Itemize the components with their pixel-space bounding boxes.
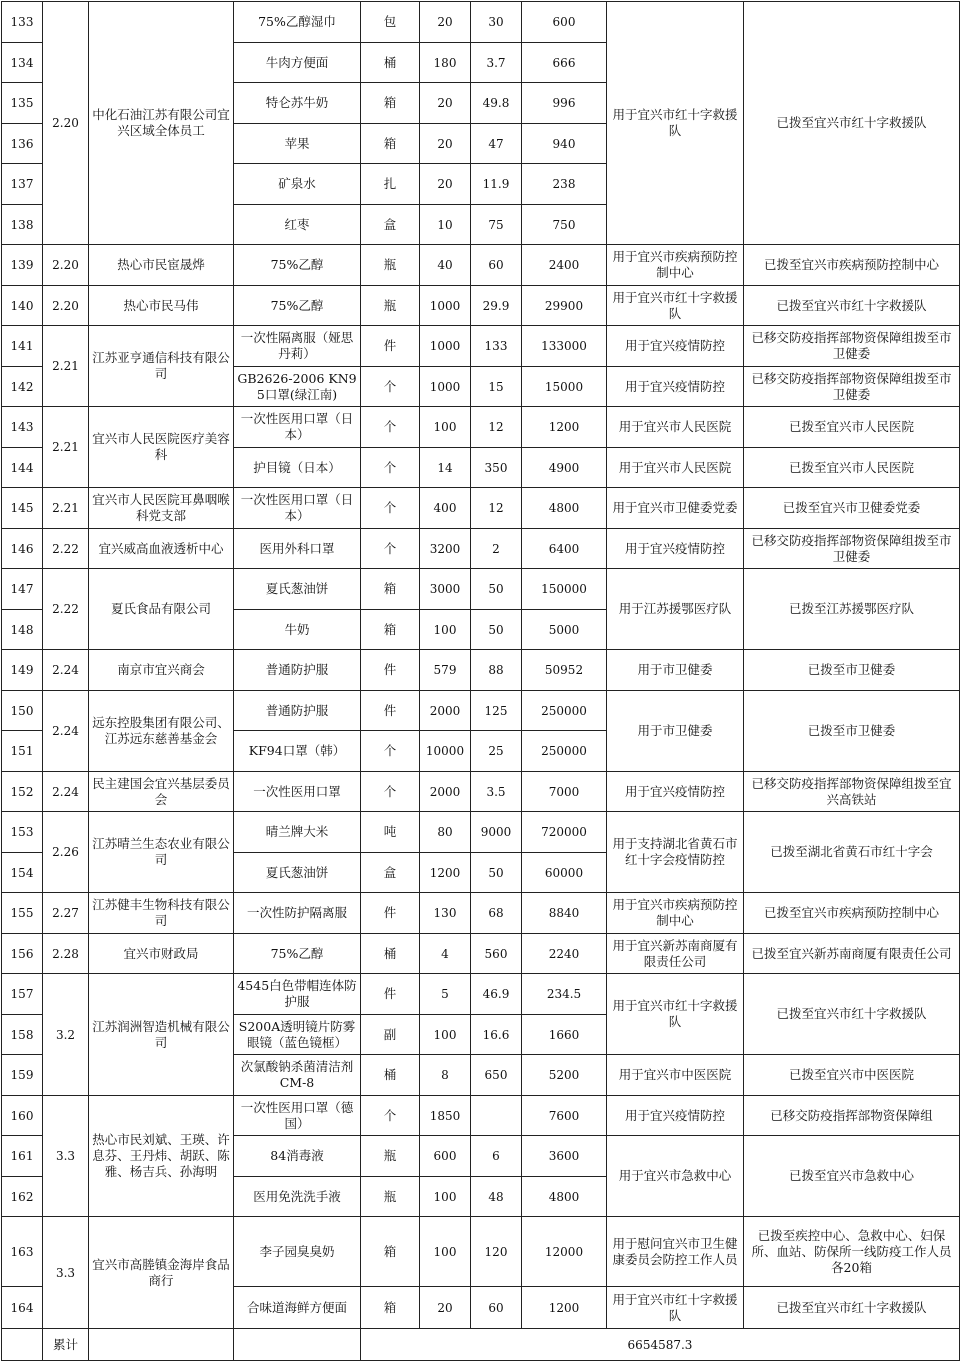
unit-price: 49.8 bbox=[471, 83, 522, 124]
quantity: 130 bbox=[420, 893, 471, 934]
total-label: 累计 bbox=[43, 1329, 89, 1361]
item-name: 普通防护服 bbox=[234, 650, 361, 691]
unit: 箱 bbox=[361, 1287, 420, 1329]
unit: 个 bbox=[361, 529, 420, 569]
item-name: S200A透明镜片防雾眼镜（蓝色镜框） bbox=[234, 1015, 361, 1055]
intended-use: 用于宜兴市急救中心 bbox=[607, 1136, 744, 1217]
unit-price: 60 bbox=[471, 1287, 522, 1329]
unit-price: 88 bbox=[471, 650, 522, 691]
intended-use: 用于支持湖北省黄石市红十字会疫情防控 bbox=[607, 812, 744, 893]
unit-price: 6 bbox=[471, 1136, 522, 1177]
total-empty-cell bbox=[2, 1329, 43, 1361]
amount: 1660 bbox=[522, 1015, 607, 1055]
unit-price: 75 bbox=[471, 205, 522, 245]
allocation-status: 已拨至宜兴市红十字救援队 bbox=[744, 1287, 960, 1329]
unit: 个 bbox=[361, 448, 420, 488]
donor: 热心市民宦晟烨 bbox=[89, 245, 234, 286]
row-number: 142 bbox=[2, 367, 43, 407]
row-number: 134 bbox=[2, 43, 43, 83]
intended-use: 用于宜兴市红十字救援队 bbox=[607, 2, 744, 245]
donation-date: 3.2 bbox=[43, 974, 89, 1096]
donor: 江苏亚亨通信科技有限公司 bbox=[89, 326, 234, 407]
row-number: 139 bbox=[2, 245, 43, 286]
item-name: 矿泉水 bbox=[234, 164, 361, 205]
unit-price: 50 bbox=[471, 610, 522, 650]
item-name: 红枣 bbox=[234, 205, 361, 245]
row-number: 148 bbox=[2, 610, 43, 650]
unit-price: 15 bbox=[471, 367, 522, 407]
donor: 江苏晴兰生态农业有限公司 bbox=[89, 812, 234, 893]
row-number: 136 bbox=[2, 124, 43, 164]
donor: 宜兴威高血液透析中心 bbox=[89, 529, 234, 569]
allocation-status: 已移交防疫指挥部物资保障组 bbox=[744, 1096, 960, 1136]
row-number: 156 bbox=[2, 934, 43, 974]
quantity: 20 bbox=[420, 1287, 471, 1329]
intended-use: 用于市卫健委 bbox=[607, 691, 744, 772]
donation-date: 2.20 bbox=[43, 286, 89, 326]
item-name: 一次性防护隔离服 bbox=[234, 893, 361, 934]
unit-price: 650 bbox=[471, 1055, 522, 1096]
unit: 个 bbox=[361, 407, 420, 448]
donation-date: 2.24 bbox=[43, 650, 89, 691]
quantity: 2000 bbox=[420, 691, 471, 731]
allocation-status: 已拨至湖北省黄石市红十字会 bbox=[744, 812, 960, 893]
row-number: 162 bbox=[2, 1177, 43, 1217]
donation-date: 2.24 bbox=[43, 772, 89, 812]
amount: 50952 bbox=[522, 650, 607, 691]
quantity: 1000 bbox=[420, 367, 471, 407]
amount: 3600 bbox=[522, 1136, 607, 1177]
unit-price: 50 bbox=[471, 853, 522, 893]
donor: 中化石油江苏有限公司宜兴区域全体员工 bbox=[89, 2, 234, 245]
intended-use: 用于宜兴市中医医院 bbox=[607, 1055, 744, 1096]
unit: 桶 bbox=[361, 43, 420, 83]
unit-price: 29.9 bbox=[471, 286, 522, 326]
intended-use: 用于宜兴疫情防控 bbox=[607, 529, 744, 569]
table-row bbox=[2, 529, 960, 569]
unit: 件 bbox=[361, 650, 420, 691]
quantity: 579 bbox=[420, 650, 471, 691]
table-row bbox=[2, 2, 960, 43]
donor: 宜兴市财政局 bbox=[89, 934, 234, 974]
row-number: 155 bbox=[2, 893, 43, 934]
item-name: 次氯酸钠杀菌清洁剂CM-8 bbox=[234, 1055, 361, 1096]
quantity: 8 bbox=[420, 1055, 471, 1096]
unit-price: 25 bbox=[471, 731, 522, 772]
unit: 盒 bbox=[361, 205, 420, 245]
unit: 包 bbox=[361, 2, 420, 43]
quantity: 100 bbox=[420, 1015, 471, 1055]
donor: 热心市民刘斌、王瑛、许息芬、王丹炜、胡跃、陈雅、杨吉兵、孙海明 bbox=[89, 1096, 234, 1217]
donor: 远东控股集团有限公司、江苏远东慈善基金会 bbox=[89, 691, 234, 772]
unit: 件 bbox=[361, 326, 420, 367]
donation-date: 2.26 bbox=[43, 812, 89, 893]
donation-date: 2.20 bbox=[43, 245, 89, 286]
quantity: 10000 bbox=[420, 731, 471, 772]
unit: 桶 bbox=[361, 1055, 420, 1096]
unit: 箱 bbox=[361, 83, 420, 124]
unit-price: 47 bbox=[471, 124, 522, 164]
item-name: GB2626-2006 KN95口罩(绿江南) bbox=[234, 367, 361, 407]
allocation-status: 已移交防疫指挥部物资保障组拨至市卫健委 bbox=[744, 529, 960, 569]
amount: 1200 bbox=[522, 1287, 607, 1329]
donor: 江苏健丰生物科技有限公司 bbox=[89, 893, 234, 934]
unit: 瓶 bbox=[361, 1136, 420, 1177]
unit: 吨 bbox=[361, 812, 420, 853]
amount: 5200 bbox=[522, 1055, 607, 1096]
allocation-status: 已拨至宜兴市红十字救援队 bbox=[744, 974, 960, 1055]
unit: 个 bbox=[361, 731, 420, 772]
quantity: 20 bbox=[420, 2, 471, 43]
allocation-status: 已移交防疫指挥部物资保障组拨至市卫健委 bbox=[744, 326, 960, 367]
donor: 宜兴市高塍镇金海岸食品商行 bbox=[89, 1217, 234, 1329]
item-name: 夏氏葱油饼 bbox=[234, 569, 361, 610]
quantity: 20 bbox=[420, 124, 471, 164]
item-name: 75%乙醇 bbox=[234, 934, 361, 974]
intended-use: 用于宜兴疫情防控 bbox=[607, 1096, 744, 1136]
unit-price: 3.5 bbox=[471, 772, 522, 812]
quantity: 1200 bbox=[420, 853, 471, 893]
unit: 扎 bbox=[361, 164, 420, 205]
intended-use: 用于宜兴疫情防控 bbox=[607, 326, 744, 367]
quantity: 600 bbox=[420, 1136, 471, 1177]
unit: 箱 bbox=[361, 569, 420, 610]
item-name: 75%乙醇 bbox=[234, 286, 361, 326]
donation-date: 3.3 bbox=[43, 1217, 89, 1329]
donor: 热心市民马伟 bbox=[89, 286, 234, 326]
item-name: 75%乙醇湿巾 bbox=[234, 2, 361, 43]
item-name: 75%乙醇 bbox=[234, 245, 361, 286]
donation-date: 2.24 bbox=[43, 691, 89, 772]
allocation-status: 已移交防疫指挥部物资保障组拨至市卫健委 bbox=[744, 367, 960, 407]
intended-use: 用于宜兴市人民医院 bbox=[607, 448, 744, 488]
quantity: 100 bbox=[420, 407, 471, 448]
row-number: 146 bbox=[2, 529, 43, 569]
unit-price: 12 bbox=[471, 488, 522, 529]
table-row bbox=[2, 286, 960, 326]
unit-price: 68 bbox=[471, 893, 522, 934]
intended-use: 用于宜兴新苏南商厦有限责任公司 bbox=[607, 934, 744, 974]
quantity: 80 bbox=[420, 812, 471, 853]
donation-date: 2.22 bbox=[43, 569, 89, 650]
row-number: 144 bbox=[2, 448, 43, 488]
unit: 瓶 bbox=[361, 245, 420, 286]
quantity: 1000 bbox=[420, 286, 471, 326]
donor: 南京市宜兴商会 bbox=[89, 650, 234, 691]
table-row bbox=[2, 488, 960, 529]
intended-use: 用于宜兴市疾病预防控制中心 bbox=[607, 893, 744, 934]
row-number: 157 bbox=[2, 974, 43, 1015]
allocation-status: 已拨至宜兴新苏南商厦有限责任公司 bbox=[744, 934, 960, 974]
quantity: 20 bbox=[420, 83, 471, 124]
item-name: 医用免洗洗手液 bbox=[234, 1177, 361, 1217]
amount: 250000 bbox=[522, 731, 607, 772]
quantity: 20 bbox=[420, 164, 471, 205]
unit: 箱 bbox=[361, 610, 420, 650]
amount: 8840 bbox=[522, 893, 607, 934]
amount: 12000 bbox=[522, 1217, 607, 1287]
quantity: 2000 bbox=[420, 772, 471, 812]
amount: 133000 bbox=[522, 326, 607, 367]
allocation-status: 已拨至疾控中心、急救中心、妇保所、血站、防保所一线防疫工作人员各20箱 bbox=[744, 1217, 960, 1287]
item-name: 4545白色带帽连体防护服 bbox=[234, 974, 361, 1015]
row-number: 147 bbox=[2, 569, 43, 610]
row-number: 164 bbox=[2, 1287, 43, 1329]
table-row bbox=[2, 1217, 960, 1287]
donation-date: 2.22 bbox=[43, 529, 89, 569]
quantity: 1850 bbox=[420, 1096, 471, 1136]
quantity: 10 bbox=[420, 205, 471, 245]
amount: 15000 bbox=[522, 367, 607, 407]
amount: 940 bbox=[522, 124, 607, 164]
donation-table bbox=[1, 1, 960, 1361]
amount: 720000 bbox=[522, 812, 607, 853]
table-row bbox=[2, 812, 960, 853]
row-number: 158 bbox=[2, 1015, 43, 1055]
table-row bbox=[2, 934, 960, 974]
amount: 234.5 bbox=[522, 974, 607, 1015]
row-number: 161 bbox=[2, 1136, 43, 1177]
item-name: 苹果 bbox=[234, 124, 361, 164]
donation-date: 2.21 bbox=[43, 488, 89, 529]
item-name: 一次性医用口罩（日本） bbox=[234, 407, 361, 448]
total-row bbox=[2, 1329, 960, 1361]
amount: 150000 bbox=[522, 569, 607, 610]
table-row bbox=[2, 974, 960, 1015]
unit: 箱 bbox=[361, 124, 420, 164]
amount: 750 bbox=[522, 205, 607, 245]
amount: 4800 bbox=[522, 488, 607, 529]
quantity: 3000 bbox=[420, 569, 471, 610]
unit-price: 50 bbox=[471, 569, 522, 610]
item-name: 牛奶 bbox=[234, 610, 361, 650]
unit-price: 48 bbox=[471, 1177, 522, 1217]
item-name: 一次性医用口罩 bbox=[234, 772, 361, 812]
donation-date: 2.20 bbox=[43, 2, 89, 245]
quantity: 100 bbox=[420, 1177, 471, 1217]
intended-use: 用于宜兴疫情防控 bbox=[607, 367, 744, 407]
quantity: 400 bbox=[420, 488, 471, 529]
row-number: 140 bbox=[2, 286, 43, 326]
allocation-status: 已拨至宜兴市人民医院 bbox=[744, 448, 960, 488]
item-name: 合味道海鲜方便面 bbox=[234, 1287, 361, 1329]
unit-price: 133 bbox=[471, 326, 522, 367]
table-row bbox=[2, 245, 960, 286]
unit: 件 bbox=[361, 893, 420, 934]
item-name: 一次性隔离服（娅思丹莉） bbox=[234, 326, 361, 367]
quantity: 1000 bbox=[420, 326, 471, 367]
allocation-status: 已拨至宜兴市急救中心 bbox=[744, 1136, 960, 1217]
row-number: 138 bbox=[2, 205, 43, 245]
intended-use: 用于市卫健委 bbox=[607, 650, 744, 691]
allocation-status: 已拨至宜兴市红十字救援队 bbox=[744, 2, 960, 245]
item-name: 夏氏葱油饼 bbox=[234, 853, 361, 893]
row-number: 137 bbox=[2, 164, 43, 205]
item-name: 医用外科口罩 bbox=[234, 529, 361, 569]
unit: 件 bbox=[361, 974, 420, 1015]
unit-price bbox=[471, 1096, 522, 1136]
row-number: 133 bbox=[2, 2, 43, 43]
total-empty-cell bbox=[89, 1329, 234, 1361]
unit-price: 46.9 bbox=[471, 974, 522, 1015]
table-row bbox=[2, 650, 960, 691]
item-name: 一次性医用口罩（德国） bbox=[234, 1096, 361, 1136]
unit-price: 125 bbox=[471, 691, 522, 731]
unit-price: 350 bbox=[471, 448, 522, 488]
allocation-status: 已拨至宜兴市卫健委党委 bbox=[744, 488, 960, 529]
table-row bbox=[2, 407, 960, 448]
amount: 29900 bbox=[522, 286, 607, 326]
intended-use: 用于宜兴市红十字救援队 bbox=[607, 974, 744, 1055]
unit: 个 bbox=[361, 1096, 420, 1136]
quantity: 14 bbox=[420, 448, 471, 488]
unit-price: 16.6 bbox=[471, 1015, 522, 1055]
amount: 250000 bbox=[522, 691, 607, 731]
row-number: 159 bbox=[2, 1055, 43, 1096]
item-name: 一次性医用口罩（日本） bbox=[234, 488, 361, 529]
item-name: 护目镜（日本） bbox=[234, 448, 361, 488]
row-number: 149 bbox=[2, 650, 43, 691]
amount: 7600 bbox=[522, 1096, 607, 1136]
amount: 2240 bbox=[522, 934, 607, 974]
donor: 民主建国会宜兴基层委员会 bbox=[89, 772, 234, 812]
quantity: 40 bbox=[420, 245, 471, 286]
amount: 666 bbox=[522, 43, 607, 83]
row-number: 145 bbox=[2, 488, 43, 529]
unit-price: 11.9 bbox=[471, 164, 522, 205]
allocation-status: 已拨至宜兴市红十字救援队 bbox=[744, 286, 960, 326]
intended-use: 用于宜兴市疾病预防控制中心 bbox=[607, 245, 744, 286]
allocation-status: 已拨至宜兴市人民医院 bbox=[744, 407, 960, 448]
unit: 瓶 bbox=[361, 1177, 420, 1217]
donor: 江苏润洲智造机械有限公司 bbox=[89, 974, 234, 1096]
unit: 桶 bbox=[361, 934, 420, 974]
allocation-status: 已拨至宜兴市疾病预防控制中心 bbox=[744, 245, 960, 286]
donation-date: 3.3 bbox=[43, 1096, 89, 1217]
item-name: 普通防护服 bbox=[234, 691, 361, 731]
unit-price: 560 bbox=[471, 934, 522, 974]
row-number: 154 bbox=[2, 853, 43, 893]
row-number: 141 bbox=[2, 326, 43, 367]
intended-use: 用于宜兴疫情防控 bbox=[607, 772, 744, 812]
item-name: 晴兰牌大米 bbox=[234, 812, 361, 853]
amount: 4800 bbox=[522, 1177, 607, 1217]
table-row bbox=[2, 1096, 960, 1136]
row-number: 151 bbox=[2, 731, 43, 772]
unit-price: 12 bbox=[471, 407, 522, 448]
row-number: 135 bbox=[2, 83, 43, 124]
row-number: 152 bbox=[2, 772, 43, 812]
total-empty-cell bbox=[234, 1329, 361, 1361]
intended-use: 用于宜兴市卫健委党委 bbox=[607, 488, 744, 529]
quantity: 100 bbox=[420, 1217, 471, 1287]
table-row bbox=[2, 569, 960, 610]
donation-date: 2.27 bbox=[43, 893, 89, 934]
row-number: 143 bbox=[2, 407, 43, 448]
item-name: 李子园臭臭奶 bbox=[234, 1217, 361, 1287]
unit: 箱 bbox=[361, 1217, 420, 1287]
total-value: 6654587.3 bbox=[361, 1329, 960, 1361]
quantity: 5 bbox=[420, 974, 471, 1015]
amount: 60000 bbox=[522, 853, 607, 893]
donor: 宜兴市人民医院医疗美容科 bbox=[89, 407, 234, 488]
amount: 2400 bbox=[522, 245, 607, 286]
donor: 夏氏食品有限公司 bbox=[89, 569, 234, 650]
amount: 7000 bbox=[522, 772, 607, 812]
row-number: 150 bbox=[2, 691, 43, 731]
table-row bbox=[2, 326, 960, 367]
row-number: 153 bbox=[2, 812, 43, 853]
amount: 238 bbox=[522, 164, 607, 205]
donation-date: 2.21 bbox=[43, 407, 89, 488]
quantity: 3200 bbox=[420, 529, 471, 569]
unit: 副 bbox=[361, 1015, 420, 1055]
quantity: 180 bbox=[420, 43, 471, 83]
unit-price: 30 bbox=[471, 2, 522, 43]
amount: 1200 bbox=[522, 407, 607, 448]
table-row bbox=[2, 691, 960, 731]
amount: 996 bbox=[522, 83, 607, 124]
unit: 个 bbox=[361, 367, 420, 407]
unit: 瓶 bbox=[361, 286, 420, 326]
quantity: 4 bbox=[420, 934, 471, 974]
allocation-status: 已拨至宜兴市中医医院 bbox=[744, 1055, 960, 1096]
amount: 4900 bbox=[522, 448, 607, 488]
unit-price: 3.7 bbox=[471, 43, 522, 83]
unit: 盒 bbox=[361, 853, 420, 893]
intended-use: 用于宜兴市人民医院 bbox=[607, 407, 744, 448]
unit-price: 60 bbox=[471, 245, 522, 286]
amount: 6400 bbox=[522, 529, 607, 569]
intended-use: 用于江苏援鄂医疗队 bbox=[607, 569, 744, 650]
row-number: 163 bbox=[2, 1217, 43, 1287]
quantity: 100 bbox=[420, 610, 471, 650]
donation-date: 2.21 bbox=[43, 326, 89, 407]
donor: 宜兴市人民医院耳鼻咽喉科党支部 bbox=[89, 488, 234, 529]
allocation-status: 已拨至江苏援鄂医疗队 bbox=[744, 569, 960, 650]
allocation-status: 已移交防疫指挥部物资保障组拨至宜兴高铁站 bbox=[744, 772, 960, 812]
unit-price: 9000 bbox=[471, 812, 522, 853]
intended-use: 用于宜兴市红十字救援队 bbox=[607, 1287, 744, 1329]
item-name: KF94口罩（韩） bbox=[234, 731, 361, 772]
row-number: 160 bbox=[2, 1096, 43, 1136]
table-row bbox=[2, 772, 960, 812]
unit: 个 bbox=[361, 772, 420, 812]
unit-price: 120 bbox=[471, 1217, 522, 1287]
item-name: 84消毒液 bbox=[234, 1136, 361, 1177]
allocation-status: 已拨至宜兴市疾病预防控制中心 bbox=[744, 893, 960, 934]
table-row bbox=[2, 893, 960, 934]
donation-date: 2.28 bbox=[43, 934, 89, 974]
unit-price: 2 bbox=[471, 529, 522, 569]
allocation-status: 已拨至市卫健委 bbox=[744, 650, 960, 691]
item-name: 牛肉方便面 bbox=[234, 43, 361, 83]
amount: 5000 bbox=[522, 610, 607, 650]
intended-use: 用于慰问宜兴市卫生健康委员会防控工作人员 bbox=[607, 1217, 744, 1287]
allocation-status: 已拨至市卫健委 bbox=[744, 691, 960, 772]
amount: 600 bbox=[522, 2, 607, 43]
unit: 件 bbox=[361, 691, 420, 731]
item-name: 特仑苏牛奶 bbox=[234, 83, 361, 124]
unit: 个 bbox=[361, 488, 420, 529]
intended-use: 用于宜兴市红十字救援队 bbox=[607, 286, 744, 326]
